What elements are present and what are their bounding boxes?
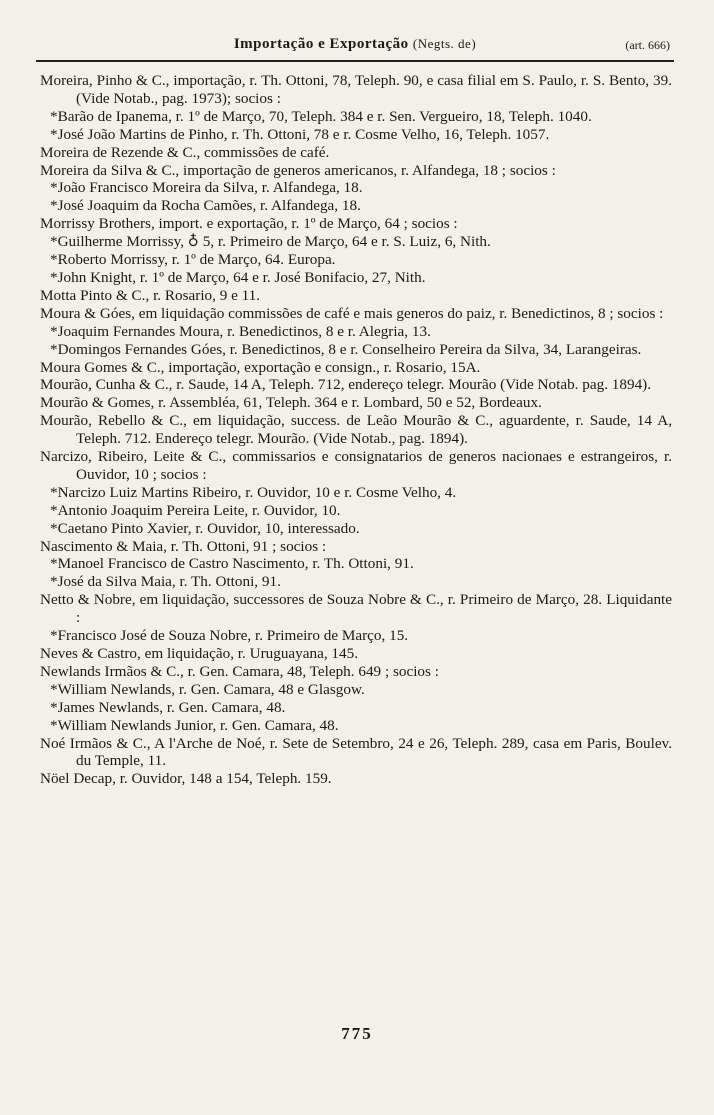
firm-entry: Netto & Nobre, em liquidação, successores de Souza Nobre & C., r. Primeiro de Março, 28. Liquidante :: [40, 591, 672, 627]
page-header: [36, 34, 674, 62]
article-number: (art. 666): [625, 38, 670, 52]
partner-line: *William Newlands, r. Gen. Camara, 48 e Glasgow.: [50, 680, 365, 698]
partner-line: *Francisco José de Souza Nobre, r. Primeiro de Março, 15.: [50, 627, 409, 645]
partner-line: *William Newlands Junior, r. Gen. Camara, 48.: [50, 716, 339, 734]
header-title: Importação e Exportação: [233, 36, 409, 52]
firm-entry: Nascimento & Maia, r. Th. Ottoni, 91 ; socios :: [40, 537, 327, 555]
firm-entry: Motta Pinto & C., r. Rosario, 9 e 11.: [40, 286, 261, 304]
firm-entry: Moreira da Silva & C., importação de generos americanos, r. Alfandega, 18 ; socios :: [40, 161, 556, 179]
firm-entry: Morrissy Brothers, import. e exportação, r. 1º de Março, 64 ; socios :: [40, 215, 458, 233]
partner-line: *Guilherme Morrissy, ♁ 5, r. Primeiro de Março, 64 e r. S. Luiz, 6, Nith.: [50, 233, 491, 251]
entries-list: [40, 72, 672, 788]
partner-line: *Antonio Joaquim Pereira Leite, r. Ouvidor, 10.: [50, 501, 341, 519]
partner-line: *João Francisco Moreira da Silva, r. Alfandega, 18.: [50, 179, 363, 197]
partner-line: *Domingos Fernandes Góes, r. Benedictinos, 8 e r. Conselheiro Pereira da Silva, 34, Larangeiras.: [50, 340, 642, 358]
partner-line: *Joaquim Fernandes Moura, r. Benedictinos, 8 e r. Alegria, 13.: [50, 322, 431, 340]
page-number: 775: [341, 1024, 373, 1043]
firm-entry: Mourão, Rebello & C., em liquidação, success. de Leão Mourão & C., aguardente, r. Saude, 14 A, Teleph. 712. Endereço telegr. Mourão. (Vide Notab., pag. 1894).: [40, 412, 672, 448]
firm-entry: Moreira, Pinho & C., importação, r. Th. Ottoni, 78, Teleph. 90, e casa filial em S. Paulo, r. S. Bento, 39. (Vide Notab., pag. 1973); socios :: [40, 72, 672, 107]
page-title: [36, 36, 674, 53]
firm-entry: Mourão & Gomes, r. Assembléa, 61, Teleph. 364 e r. Lombard, 50 e 52, Bordeaux.: [40, 394, 542, 412]
partner-line: *James Newlands, r. Gen. Camara, 48.: [50, 698, 286, 716]
firm-entry: Newlands Irmãos & C., r. Gen. Camara, 48, Teleph. 649 ; socios :: [40, 662, 439, 680]
firm-entry: Narcizo, Ribeiro, Leite & C., commissarios e consignatarios de generos nacionaes e estrangeiros, r. Ouvidor, 10 ; socios :: [40, 448, 672, 483]
firm-entry: Moura & Góes, em liquidação commissões de café e mais generos do paiz, r. Benedictinos, 8 ; socios :: [40, 304, 664, 322]
partner-line: *José João Martins de Pinho, r. Th. Ottoni, 78 e r. Cosme Velho, 16, Teleph. 1057.: [50, 125, 550, 143]
partner-line: *Barão de Ipanema, r. 1º de Março, 70, Teleph. 384 e r. Sen. Vergueiro, 18, Teleph. 1040.: [50, 107, 592, 125]
firm-entry: Moura Gomes & C., importação, exportação e consign., r. Rosario, 15A.: [40, 358, 481, 376]
partner-line: *Roberto Morrissy, r. 1º de Março, 64. Europa.: [50, 251, 336, 269]
header-subtitle: (Negts. de): [412, 36, 477, 51]
partner-line: *Caetano Pinto Xavier, r. Ouvidor, 10, interessado.: [50, 519, 360, 537]
firm-entry: Moreira de Rezende & C., commissões de café.: [40, 143, 330, 161]
firm-entry: Nöel Decap, r. Ouvidor, 148 a 154, Teleph. 159.: [40, 770, 332, 788]
firm-entry: Neves & Castro, em liquidação, r. Uruguayana, 145.: [40, 645, 359, 662]
firm-entry: Mourão, Cunha & C., r. Saude, 14 A, Teleph. 712, endereço telegr. Mourão (Vide Notab. pag. 1894).: [40, 376, 652, 394]
partner-line: *Narcizo Luiz Martins Ribeiro, r. Ouvidor, 10 e r. Cosme Velho, 4.: [50, 483, 457, 501]
partner-line: *José da Silva Maia, r. Th. Ottoni, 91.: [50, 573, 281, 591]
partner-line: *John Knight, r. 1º de Março, 64 e r. José Bonifacio, 27, Nith.: [50, 268, 426, 286]
partner-line: *Manoel Francisco de Castro Nascimento, r. Th. Ottoni, 91.: [50, 555, 414, 573]
firm-entry: Noé Irmãos & C., A l'Arche de Noé, r. Sete de Setembro, 24 e 26, Teleph. 289, casa em Paris, Boulev. du Temple, 11.: [40, 734, 672, 770]
partner-line: *José Joaquim da Rocha Camões, r. Alfandega, 18.: [50, 197, 361, 215]
